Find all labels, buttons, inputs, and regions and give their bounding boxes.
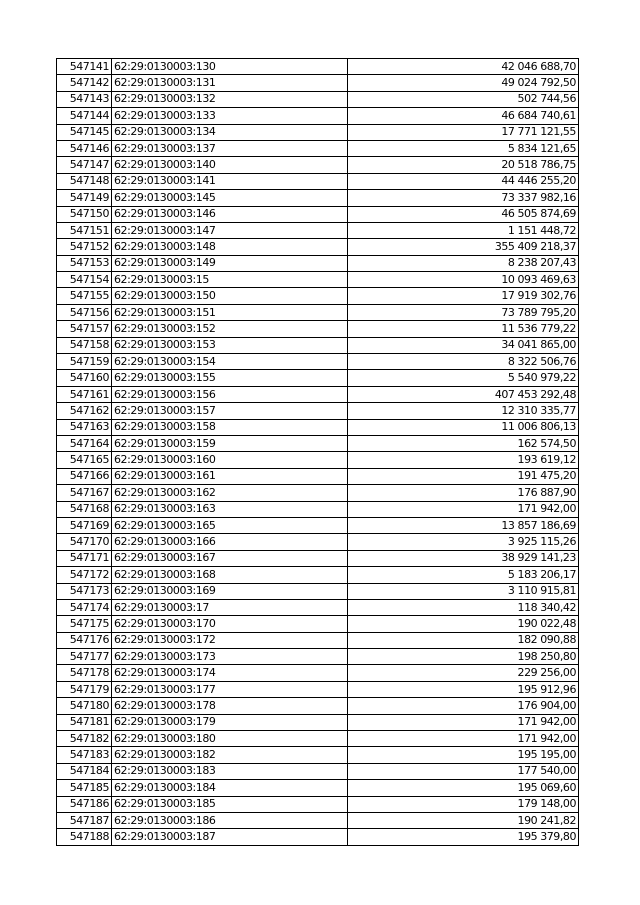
cadastral-value-cell: 46 505 874,69 xyxy=(348,206,579,222)
table-row xyxy=(57,567,579,583)
cadastral-number-cell: 62:29:0130003:159 xyxy=(112,435,348,451)
cadastral-number-cell: 62:29:0130003:173 xyxy=(112,649,348,665)
cadastral-number-cell: 62:29:0130003:174 xyxy=(112,665,348,681)
row-number-cell: 547170 xyxy=(57,534,112,550)
table-row xyxy=(57,747,579,763)
table-row xyxy=(57,763,579,779)
table-row xyxy=(57,599,579,615)
table-row xyxy=(57,304,579,320)
cadastral-value-cell: 195 069,60 xyxy=(348,780,579,796)
cadastral-value-cell: 3 925 115,26 xyxy=(348,534,579,550)
table-row xyxy=(57,435,579,451)
cadastral-value-cell: 73 789 795,20 xyxy=(348,304,579,320)
table-row xyxy=(57,108,579,124)
row-number-cell: 547160 xyxy=(57,370,112,386)
cadastral-number-cell: 62:29:0130003:147 xyxy=(112,222,348,238)
row-number-cell: 547188 xyxy=(57,829,112,845)
table-row xyxy=(57,468,579,484)
cadastral-value-cell: 5 834 121,65 xyxy=(348,140,579,156)
cadastral-number-cell: 62:29:0130003:15 xyxy=(112,272,348,288)
cadastral-number-cell: 62:29:0130003:168 xyxy=(112,567,348,583)
table-row xyxy=(57,501,579,517)
cadastral-value-cell: 11 006 806,13 xyxy=(348,419,579,435)
cadastral-value-cell: 171 942,00 xyxy=(348,731,579,747)
row-number-cell: 547182 xyxy=(57,731,112,747)
table-row xyxy=(57,354,579,370)
cadastral-value-cell: 73 337 982,16 xyxy=(348,190,579,206)
table-row xyxy=(57,796,579,812)
table-row xyxy=(57,337,579,353)
cadastral-value-cell: 34 041 865,00 xyxy=(348,337,579,353)
table-row xyxy=(57,272,579,288)
cadastral-value-cell: 179 148,00 xyxy=(348,796,579,812)
row-number-cell: 547173 xyxy=(57,583,112,599)
row-number-cell: 547184 xyxy=(57,763,112,779)
cadastral-number-cell: 62:29:0130003:133 xyxy=(112,108,348,124)
row-number-cell: 547171 xyxy=(57,550,112,566)
cadastral-number-cell: 62:29:0130003:148 xyxy=(112,239,348,255)
table-row xyxy=(57,59,579,75)
cadastral-value-cell: 46 684 740,61 xyxy=(348,108,579,124)
cadastral-value-cell: 162 574,50 xyxy=(348,435,579,451)
table-row xyxy=(57,370,579,386)
cadastral-value-cell: 407 453 292,48 xyxy=(348,386,579,402)
cadastral-number-cell: 62:29:0130003:134 xyxy=(112,124,348,140)
table-row xyxy=(57,649,579,665)
cadastral-number-cell: 62:29:0130003:160 xyxy=(112,452,348,468)
table-row xyxy=(57,731,579,747)
row-number-cell: 547164 xyxy=(57,435,112,451)
cadastral-number-cell: 62:29:0130003:177 xyxy=(112,681,348,697)
row-number-cell: 547165 xyxy=(57,452,112,468)
row-number-cell: 547146 xyxy=(57,140,112,156)
row-number-cell: 547176 xyxy=(57,632,112,648)
cadastral-value-cell: 13 857 186,69 xyxy=(348,517,579,533)
table-row xyxy=(57,222,579,238)
table-row xyxy=(57,485,579,501)
row-number-cell: 547150 xyxy=(57,206,112,222)
cadastral-value-cell: 20 518 786,75 xyxy=(348,157,579,173)
cadastral-value-cell: 17 771 121,55 xyxy=(348,124,579,140)
table-row xyxy=(57,75,579,91)
cadastral-number-cell: 62:29:0130003:132 xyxy=(112,91,348,107)
row-number-cell: 547163 xyxy=(57,419,112,435)
cadastral-value-cell: 190 241,82 xyxy=(348,812,579,828)
cadastral-value-cell: 190 022,48 xyxy=(348,616,579,632)
row-number-cell: 547166 xyxy=(57,468,112,484)
cadastral-number-cell: 62:29:0130003:155 xyxy=(112,370,348,386)
table-row xyxy=(57,288,579,304)
cadastral-value-cell: 12 310 335,77 xyxy=(348,403,579,419)
table-row xyxy=(57,386,579,402)
table-row xyxy=(57,829,579,845)
cadastral-number-cell: 62:29:0130003:151 xyxy=(112,304,348,320)
table-body xyxy=(57,59,579,846)
cadastral-number-cell: 62:29:0130003:137 xyxy=(112,140,348,156)
cadastral-number-cell: 62:29:0130003:146 xyxy=(112,206,348,222)
row-number-cell: 547186 xyxy=(57,796,112,812)
cadastral-number-cell: 62:29:0130003:163 xyxy=(112,501,348,517)
row-number-cell: 547155 xyxy=(57,288,112,304)
row-number-cell: 547154 xyxy=(57,272,112,288)
row-number-cell: 547144 xyxy=(57,108,112,124)
cadastral-number-cell: 62:29:0130003:178 xyxy=(112,698,348,714)
row-number-cell: 547143 xyxy=(57,91,112,107)
cadastral-value-cell: 3 110 915,81 xyxy=(348,583,579,599)
row-number-cell: 547151 xyxy=(57,222,112,238)
cadastral-number-cell: 62:29:0130003:162 xyxy=(112,485,348,501)
cadastral-value-cell: 5 183 206,17 xyxy=(348,567,579,583)
cadastral-value-cell: 118 340,42 xyxy=(348,599,579,615)
row-number-cell: 547169 xyxy=(57,517,112,533)
row-number-cell: 547185 xyxy=(57,780,112,796)
table-row xyxy=(57,681,579,697)
cadastral-number-cell: 62:29:0130003:145 xyxy=(112,190,348,206)
row-number-cell: 547157 xyxy=(57,321,112,337)
table-row xyxy=(57,550,579,566)
cadastral-number-cell: 62:29:0130003:186 xyxy=(112,812,348,828)
cadastral-value-cell: 355 409 218,37 xyxy=(348,239,579,255)
table-row xyxy=(57,239,579,255)
table-row xyxy=(57,124,579,140)
cadastral-number-cell: 62:29:0130003:153 xyxy=(112,337,348,353)
row-number-cell: 547180 xyxy=(57,698,112,714)
cadastral-value-table xyxy=(56,58,579,846)
row-number-cell: 547167 xyxy=(57,485,112,501)
cadastral-number-cell: 62:29:0130003:130 xyxy=(112,59,348,75)
row-number-cell: 547181 xyxy=(57,714,112,730)
cadastral-value-cell: 171 942,00 xyxy=(348,714,579,730)
cadastral-number-cell: 62:29:0130003:166 xyxy=(112,534,348,550)
row-number-cell: 547148 xyxy=(57,173,112,189)
cadastral-value-cell: 177 540,00 xyxy=(348,763,579,779)
row-number-cell: 547158 xyxy=(57,337,112,353)
cadastral-number-cell: 62:29:0130003:183 xyxy=(112,763,348,779)
cadastral-number-cell: 62:29:0130003:169 xyxy=(112,583,348,599)
cadastral-value-cell: 182 090,88 xyxy=(348,632,579,648)
table-row xyxy=(57,452,579,468)
cadastral-value-cell: 10 093 469,63 xyxy=(348,272,579,288)
cadastral-value-cell: 17 919 302,76 xyxy=(348,288,579,304)
table-row xyxy=(57,321,579,337)
cadastral-number-cell: 62:29:0130003:165 xyxy=(112,517,348,533)
row-number-cell: 547145 xyxy=(57,124,112,140)
row-number-cell: 547162 xyxy=(57,403,112,419)
row-number-cell: 547183 xyxy=(57,747,112,763)
row-number-cell: 547147 xyxy=(57,157,112,173)
row-number-cell: 547153 xyxy=(57,255,112,271)
table-row xyxy=(57,632,579,648)
cadastral-value-cell: 198 250,80 xyxy=(348,649,579,665)
table-row xyxy=(57,157,579,173)
cadastral-number-cell: 62:29:0130003:157 xyxy=(112,403,348,419)
cadastral-number-cell: 62:29:0130003:150 xyxy=(112,288,348,304)
cadastral-value-cell: 195 379,80 xyxy=(348,829,579,845)
cadastral-number-cell: 62:29:0130003:156 xyxy=(112,386,348,402)
table-row xyxy=(57,714,579,730)
cadastral-number-cell: 62:29:0130003:170 xyxy=(112,616,348,632)
table-row xyxy=(57,140,579,156)
table-row xyxy=(57,665,579,681)
table-row xyxy=(57,517,579,533)
row-number-cell: 547179 xyxy=(57,681,112,697)
table-row xyxy=(57,583,579,599)
table-row xyxy=(57,206,579,222)
cadastral-value-cell: 176 904,00 xyxy=(348,698,579,714)
cadastral-value-cell: 5 540 979,22 xyxy=(348,370,579,386)
cadastral-number-cell: 62:29:0130003:158 xyxy=(112,419,348,435)
cadastral-value-cell: 42 046 688,70 xyxy=(348,59,579,75)
cadastral-value-cell: 176 887,90 xyxy=(348,485,579,501)
row-number-cell: 547175 xyxy=(57,616,112,632)
row-number-cell: 547178 xyxy=(57,665,112,681)
table-row xyxy=(57,403,579,419)
table-row xyxy=(57,91,579,107)
cadastral-value-cell: 8 322 506,76 xyxy=(348,354,579,370)
cadastral-number-cell: 62:29:0130003:161 xyxy=(112,468,348,484)
row-number-cell: 547141 xyxy=(57,59,112,75)
cadastral-number-cell: 62:29:0130003:131 xyxy=(112,75,348,91)
row-number-cell: 547161 xyxy=(57,386,112,402)
row-number-cell: 547156 xyxy=(57,304,112,320)
cadastral-value-cell: 11 536 779,22 xyxy=(348,321,579,337)
table-row xyxy=(57,616,579,632)
cadastral-number-cell: 62:29:0130003:154 xyxy=(112,354,348,370)
cadastral-value-cell: 38 929 141,23 xyxy=(348,550,579,566)
row-number-cell: 547149 xyxy=(57,190,112,206)
row-number-cell: 547177 xyxy=(57,649,112,665)
table-row xyxy=(57,190,579,206)
cadastral-number-cell: 62:29:0130003:184 xyxy=(112,780,348,796)
row-number-cell: 547152 xyxy=(57,239,112,255)
table-row xyxy=(57,255,579,271)
cadastral-value-cell: 502 744,56 xyxy=(348,91,579,107)
table-row xyxy=(57,698,579,714)
cadastral-number-cell: 62:29:0130003:172 xyxy=(112,632,348,648)
table-row xyxy=(57,812,579,828)
cadastral-number-cell: 62:29:0130003:141 xyxy=(112,173,348,189)
cadastral-number-cell: 62:29:0130003:152 xyxy=(112,321,348,337)
row-number-cell: 547172 xyxy=(57,567,112,583)
cadastral-value-cell: 195 912,96 xyxy=(348,681,579,697)
cadastral-number-cell: 62:29:0130003:149 xyxy=(112,255,348,271)
cadastral-number-cell: 62:29:0130003:17 xyxy=(112,599,348,615)
cadastral-number-cell: 62:29:0130003:180 xyxy=(112,731,348,747)
table-row xyxy=(57,419,579,435)
cadastral-value-cell: 49 024 792,50 xyxy=(348,75,579,91)
row-number-cell: 547168 xyxy=(57,501,112,517)
cadastral-number-cell: 62:29:0130003:185 xyxy=(112,796,348,812)
cadastral-number-cell: 62:29:0130003:179 xyxy=(112,714,348,730)
cadastral-number-cell: 62:29:0130003:167 xyxy=(112,550,348,566)
cadastral-value-cell: 191 475,20 xyxy=(348,468,579,484)
table-row xyxy=(57,173,579,189)
row-number-cell: 547174 xyxy=(57,599,112,615)
row-number-cell: 547159 xyxy=(57,354,112,370)
cadastral-value-cell: 193 619,12 xyxy=(348,452,579,468)
cadastral-value-cell: 8 238 207,43 xyxy=(348,255,579,271)
row-number-cell: 547142 xyxy=(57,75,112,91)
cadastral-value-cell: 195 195,00 xyxy=(348,747,579,763)
cadastral-value-cell: 171 942,00 xyxy=(348,501,579,517)
cadastral-value-cell: 229 256,00 xyxy=(348,665,579,681)
cadastral-value-cell: 44 446 255,20 xyxy=(348,173,579,189)
cadastral-number-cell: 62:29:0130003:140 xyxy=(112,157,348,173)
row-number-cell: 547187 xyxy=(57,812,112,828)
table-row xyxy=(57,780,579,796)
cadastral-value-cell: 1 151 448,72 xyxy=(348,222,579,238)
cadastral-number-cell: 62:29:0130003:187 xyxy=(112,829,348,845)
table-row xyxy=(57,534,579,550)
cadastral-number-cell: 62:29:0130003:182 xyxy=(112,747,348,763)
